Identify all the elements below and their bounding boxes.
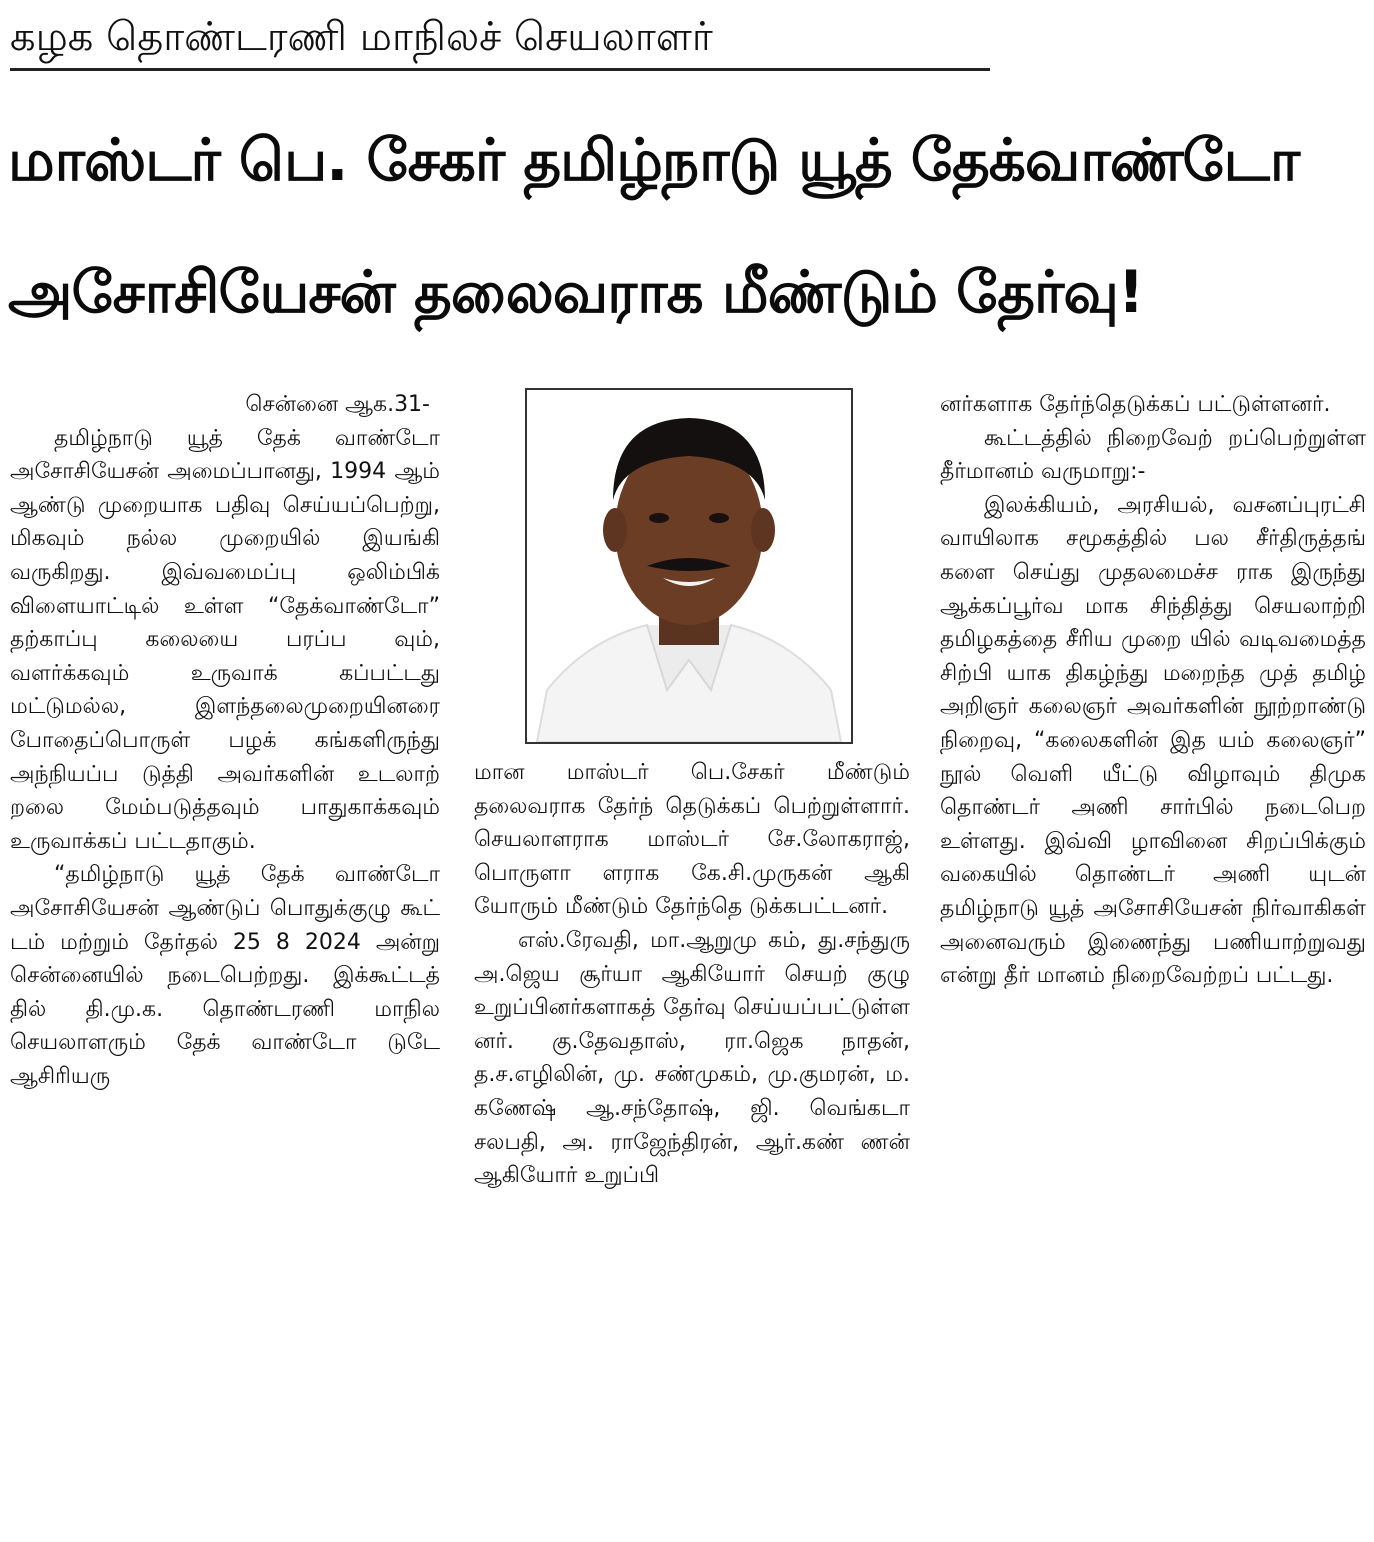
- article-column-1: [10, 388, 440, 1538]
- paragraph: எஸ்.ரேவதி, மா.ஆறுமு கம், து.சந்துரு அ.ஜெய சூர்யா ஆகியோர் செயற் குழு உறுப்பினர்களாகத் தேர்வு செய்யப்பட்டுள்ள னர். கு.தேவதாஸ், ரா.ஜெக நாதன், த.ச.எழிலின், மு. சண்முகம், மு.குமரன், ம. கணேஷ் ஆ.சந்தோஷ், ஜி. வெங்கடா சலபதி, அ. ராஜேந்திரன், ஆர்.கண் ணன் ஆகியோர் உறுப்பி: [474, 927, 910, 1189]
- portrait-image: [527, 390, 851, 742]
- portrait-photo: [525, 388, 853, 744]
- paragraph: இலக்கியம், அரசியல், வசனப்புரட்சி வாயிலாக சமூகத்தில் பல சீர்திருத்தங் களை செய்து முதலமைச்ச ராக இருந்து ஆக்கப்பூர்வ மாக சிந்தித்து செயலாற்றி தமிழகத்தை சீரிய முறை யில் வடிவமைத்த சிற்பி யாக திகழ்ந்து மறைந்த முத் தமிழ் அறிஞர் கலைஞர் அவர்களின் நூற்றாண்டு நிறைவு, “கலைகளின் இத யம் கலைஞர்” நூல் வெளி யீட்டு விழாவும் திமுக தொண்டர் அணி சார்பில் நடைபெற உள்ளது. இவ்வி ழாவினை சிறப்பிக்கும் வகையில் தொண்டர் அணி யுடன் தமிழ்நாடு யூத் அசோசியேசன் நிர்வாகிகள் அனைவரும் இணைந்து பணியாற்றுவது என்று தீர் மானம் நிறைவேற்றப் பட்டது.: [940, 492, 1366, 989]
- paragraph: “தமிழ்நாடு யூத் தேக் வாண்டோ அசோசியேசன் ஆண்டுப் பொதுக்குழு கூட் டம் மற்றும் தேர்தல் 25 8 2024 அன்று சென்னையில் நடைபெற்றது. இக்கூட்டத் தில் தி.மு.க. தொண்டரணி மாநில செயலாளரும் தேக் வாண்டோ டுடே ஆசிரியரு: [10, 862, 440, 1089]
- paragraph: மான மாஸ்டர் பெ.சேகர் மீண்டும் தலைவராக தேர்ந் தெடுக்கப் பெற்றுள்ளார். செயலாளராக மாஸ்டர் சே.லோகராஜ், பொருளா ளராக கே.சி.முருகன் ஆகி யோரும் மீண்டும் தேர்ந்தெ டுக்கபட்டனர்.: [474, 760, 910, 920]
- article-column-3: [940, 388, 1366, 1538]
- kicker-heading: கழக தொண்டரணி மாநிலச் செயலாளர்: [10, 8, 990, 71]
- paragraph: னர்களாக தேர்ந்தெடுக்கப் பட்டுள்ளனர்.: [940, 392, 1331, 417]
- paragraph: தமிழ்நாடு யூத் தேக் வாண்டோ அசோசியேசன் அமைப்பானது, 1994 ஆம் ஆண்டு முறையாக பதிவு செய்யப்பெற்று, மிகவும் நல்ல முறையில் இயங்கி வருகிறது. இவ்வமைப்பு ஒலிம்பிக் விளையாட்டில் உள்ள “தேக்வாண்டோ” தற்காப்பு கலையை பரப்ப வும், வளர்க்கவும் உருவாக் கப்பட்டது மட்டுமல்ல, இளந்தலைமுறையினரை போதைப்பொருள் பழக் கங்களிருந்து அந்நியப்ப டுத்தி அவர்களின் உடலாற் றலை மேம்படுத்தவும் பாதுகாக்கவும் உருவாக்கப் பட்டதாகும்.: [10, 425, 440, 854]
- article-column-2: [474, 756, 910, 1538]
- dateline: சென்னை ஆக.31-: [245, 392, 430, 417]
- paragraph: கூட்டத்தில் நிறைவேற் றப்பெற்றுள்ள தீர்மானம் வருமாறு:-: [940, 425, 1366, 485]
- headline-line-2: அசோசியேசன் தலைவராக மீண்டும் தேர்வு!: [8, 258, 1144, 326]
- headline-line-1: மாஸ்டர் பெ. சேகர் தமிழ்நாடு யூத் தேக்வாண்டோ: [8, 126, 1300, 194]
